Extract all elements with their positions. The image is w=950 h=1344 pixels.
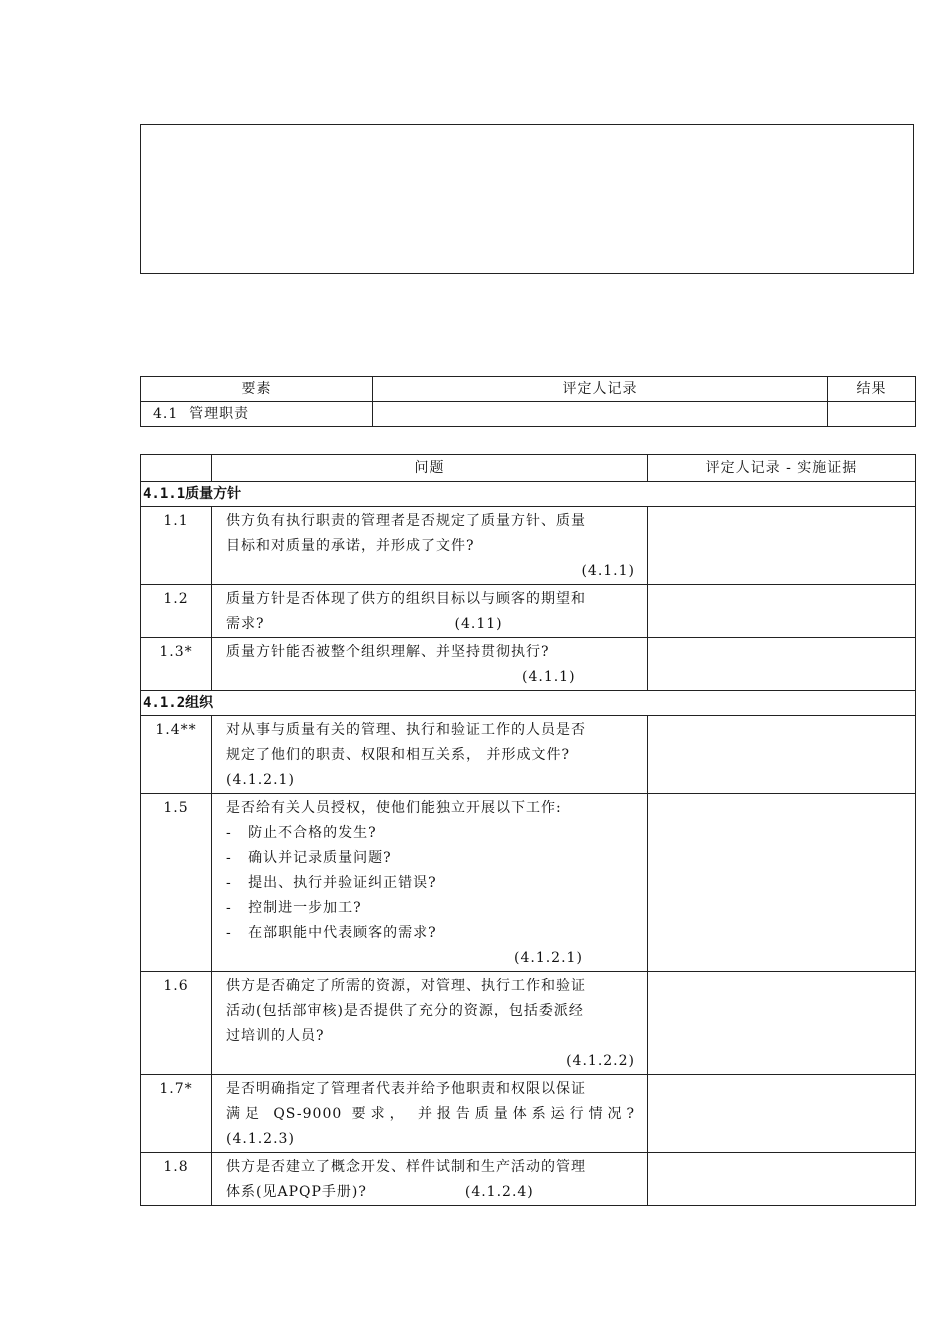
table-row <box>141 1153 916 1206</box>
evidence-cell[interactable] <box>648 1153 916 1206</box>
col-record-header: 评定人记录 <box>373 377 828 402</box>
table-row <box>141 585 916 638</box>
question-line: 体系(见APQP手册)? <box>226 1184 367 1200</box>
table-row <box>141 794 916 972</box>
result-cell[interactable] <box>828 402 916 427</box>
question-line: 质量方针能否被整个组织理解、并坚持贯彻执行? <box>226 644 550 660</box>
element-table <box>140 376 916 427</box>
list-item: - 控制进一步加工? <box>226 900 362 916</box>
col-evidence-header: 评定人记录 - 实施证据 <box>648 455 916 482</box>
question-number: 1.6 <box>141 972 212 1075</box>
table-row <box>141 638 916 691</box>
evidence-cell[interactable] <box>648 585 916 638</box>
question-line: 需求? <box>226 616 265 632</box>
element-cell: 4.1 管理职责 <box>141 402 373 427</box>
question-text <box>212 507 648 585</box>
question-number: 1.1 <box>141 507 212 585</box>
clause-reference: (4.1.1) <box>522 669 576 685</box>
question-text <box>212 716 648 794</box>
question-number: 1.2 <box>141 585 212 638</box>
clause-reference: (4.1.2.3) <box>226 1131 295 1147</box>
question-line: 对从事与质量有关的管理、执行和验证工作的人员是否 <box>226 722 586 738</box>
element-table-header <box>141 377 916 402</box>
section-title: 4.1.1质量方针 <box>141 482 916 507</box>
table-row <box>141 716 916 794</box>
evidence-cell[interactable] <box>648 972 916 1075</box>
question-number: 1.4** <box>141 716 212 794</box>
col-result-header: 结果 <box>828 377 916 402</box>
table-row <box>141 1075 916 1153</box>
evidence-cell[interactable] <box>648 794 916 972</box>
list-item: - 在部职能中代表顾客的需求? <box>226 925 437 941</box>
clause-reference: (4.1.2.1) <box>514 950 583 966</box>
question-line: 规定了他们的职责、权限和相互关系， 并形成文件? <box>226 747 570 763</box>
section-row <box>141 691 916 716</box>
question-line: 供方负有执行职责的管理者是否规定了质量方针、质量 <box>226 513 586 529</box>
question-table-header <box>141 455 916 482</box>
list-item: - 确认并记录质量问题? <box>226 850 392 866</box>
evidence-cell[interactable] <box>648 507 916 585</box>
question-text <box>212 1153 648 1206</box>
question-line: 活动(包括部审核)是否提供了充分的资源，包括委派经 <box>226 1003 584 1019</box>
question-text <box>212 794 648 972</box>
question-table <box>140 454 916 1206</box>
question-line: 过培训的人员? <box>226 1028 325 1044</box>
question-line: 供方是否确定了所需的资源，对管理、执行工作和验证 <box>226 978 586 994</box>
blank-header-box <box>140 124 914 274</box>
question-text <box>212 585 648 638</box>
clause-reference: (4.11) <box>454 616 503 632</box>
question-number: 1.7* <box>141 1075 212 1153</box>
question-text <box>212 1075 648 1153</box>
question-number: 1.5 <box>141 794 212 972</box>
question-number: 1.3* <box>141 638 212 691</box>
clause-reference: (4.1.1) <box>581 563 635 579</box>
table-row <box>141 972 916 1075</box>
list-item: - 提出、执行并验证纠正错误? <box>226 875 437 891</box>
evidence-cell[interactable] <box>648 1075 916 1153</box>
question-number: 1.8 <box>141 1153 212 1206</box>
table-row <box>141 507 916 585</box>
question-text <box>212 638 648 691</box>
question-line: 质量方针是否体现了供方的组织目标以与顾客的期望和 <box>226 591 586 607</box>
col-number-header <box>141 455 212 482</box>
question-line: 供方是否建立了概念开发、样件试制和生产活动的管理 <box>226 1159 586 1175</box>
section-title: 4.1.2组织 <box>141 691 916 716</box>
section-row <box>141 482 916 507</box>
evidence-cell[interactable] <box>648 638 916 691</box>
clause-reference: (4.1.2.1) <box>226 772 295 788</box>
list-item: - 防止不合格的发生? <box>226 825 377 841</box>
col-element-header: 要素 <box>141 377 373 402</box>
question-line: 是否明确指定了管理者代表并给予他职责和权限以保证 <box>226 1081 586 1097</box>
question-line: 是否给有关人员授权，使他们能独立开展以下工作: <box>226 800 562 816</box>
clause-reference: (4.1.2.2) <box>566 1053 635 1069</box>
record-cell[interactable] <box>373 402 828 427</box>
clause-reference: (4.1.2.4) <box>464 1184 534 1200</box>
evidence-cell[interactable] <box>648 716 916 794</box>
question-line: 目标和对质量的承诺，并形成了文件? <box>226 538 475 554</box>
element-row <box>141 402 916 427</box>
col-question-header: 问题 <box>212 455 648 482</box>
question-line: 满足 QS-9000 要求， 并报告质量体系运行情况? <box>226 1106 635 1122</box>
question-text <box>212 972 648 1075</box>
